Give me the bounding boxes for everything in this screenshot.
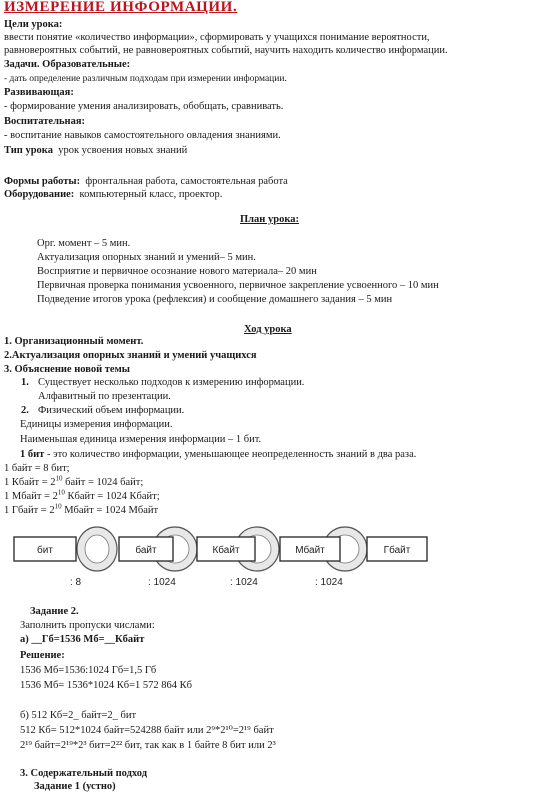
eq-text: 1 Мбайт = 2 [4, 491, 58, 502]
chain-factor-label: : 1024 [315, 577, 343, 588]
plan-item: Первичная проверка понимания усвоенного, первичное закрепление усвоенного – 10 мин [37, 280, 439, 291]
section-3-heading: 3. Содержательный подход [20, 768, 148, 779]
edu-heading: Воспитательная: [4, 116, 86, 127]
solution-label: Решение: [20, 650, 65, 661]
goals-text: ввести понятие «количество информации», сформировать у учащихся понимание вероятности, [4, 32, 430, 43]
work-forms-value: фронтальная работа, самостоятельная работа [85, 176, 288, 187]
goals-text: равновероятных событий, не равновероятных событий, научить находить количество информации. [4, 45, 448, 56]
dev-text: - формирование умения анализировать, обобщать, сравнивать. [4, 101, 284, 112]
sub-number: 2. [21, 405, 29, 416]
eq-power: 10 [55, 474, 63, 483]
task2-part-a: а) __Гб=1536 Мб=__Кбайт [20, 634, 145, 645]
eq-text: Мбайт = 1024 Мбайт [61, 505, 159, 516]
eq-power: 10 [54, 502, 62, 511]
document-title: ИЗМЕРЕНИЕ ИНФОРМАЦИИ. [4, 0, 238, 15]
chain-factor-label: : 8 [70, 577, 82, 588]
course-title: Ход урока [244, 324, 292, 335]
sub-text: Алфавитный по презентации. [38, 391, 171, 402]
task2-part-b: б) 512 Кб=2_ байт=2_ бит [20, 710, 137, 721]
chain-unit-label: байт [135, 545, 157, 556]
bit-term: 1 бит [20, 449, 45, 460]
lesson-type-label: Тип урока [4, 145, 53, 156]
step-3: 3. Объяснение новой темы [4, 364, 130, 375]
plan-item: Орг. момент – 5 мин. [37, 238, 131, 249]
bit-definition [20, 449, 416, 461]
work-forms-label: Формы работы: [4, 176, 81, 187]
solution-line: 1536 Мб=1536:1024 Гб=1,5 Гб [20, 665, 157, 676]
sub-number: 1. [21, 377, 29, 388]
eq-text: байт = 1024 байт; [62, 477, 144, 488]
plan-title: План урока: [240, 214, 299, 225]
lesson-type [4, 145, 187, 157]
plan-item: Актуализация опорных знаний и умений– 5 мин. [37, 252, 256, 263]
chain-link-inner [85, 535, 109, 563]
solution-line: 1536 Мб= 1536*1024 Кб=1 572 864 Кб [20, 680, 192, 691]
units-line: Единицы измерения информации. [20, 419, 173, 430]
plan-item: Восприятие и первичное осознание нового материала– 20 мин [37, 266, 317, 277]
work-forms [4, 176, 288, 188]
equipment [4, 189, 222, 201]
chain-unit-label: Гбайт [383, 545, 411, 556]
unit-equation: 1 байт = 8 бит; [4, 463, 70, 474]
eq-text: 1 Гбайт = 2 [4, 505, 55, 516]
task2-instruction: Заполнить пропуски числами: [20, 620, 155, 631]
plan-item: Подведение итогов урока (рефлексия) и сообщение домашнего задания – 5 мин [37, 294, 393, 305]
min-unit-line: Наименьшая единица измерения информации – 1 бит. [20, 434, 262, 445]
equipment-value: компьютерный класс, проектор. [79, 189, 223, 200]
dev-heading: Развивающая: [4, 87, 74, 98]
tasks-text: - дать определение различным подходам при измерении информации. [4, 74, 287, 84]
edu-text: - воспитание навыков самостоятельного овладения знаниями. [4, 130, 281, 141]
goals-heading: Цели урока: [4, 19, 63, 30]
sub-text: Существует несколько подходов к измерению информации. [38, 377, 305, 388]
chain-factor-label: : 1024 [148, 577, 176, 588]
unit-equation [4, 474, 144, 489]
equipment-label: Оборудование: [4, 189, 75, 200]
bit-def-text: - это количество информации, уменьшающее неопределенность знаний в два раза. [44, 449, 417, 460]
solution-line: 2¹⁹ байт=2¹⁹*2³ бит=2²² бит, так как в 1 байте 8 бит или 2³ [20, 740, 276, 751]
unit-equation [4, 488, 160, 503]
eq-text: Кбайт = 1024 Кбайт; [64, 491, 160, 502]
solution-line: 512 Кб= 512*1024 байт=524288 байт или 2⁹*2¹⁰=2¹⁹ байт [20, 725, 274, 736]
step-1: 1. Организационный момент. [4, 336, 144, 347]
chain-unit-label: Мбайт [295, 545, 325, 556]
chain-unit-label: бит [37, 545, 53, 556]
chain-factors [70, 577, 343, 588]
chain-factor-label: : 1024 [230, 577, 258, 588]
sub-text: Физический объем информации. [38, 405, 185, 416]
chain-unit-label: Кбайт [212, 545, 240, 556]
task1-oral: Задание 1 (устно) [34, 781, 116, 792]
eq-power: 10 [57, 488, 65, 497]
eq-text: 1 Кбайт = 2 [4, 477, 56, 488]
lesson-type-value: урок усвоения новых знаний [58, 145, 188, 156]
step-2: 2.Актуализация опорных знаний и умений учащихся [4, 350, 257, 361]
task2-title: Задание 2. [30, 606, 79, 617]
tasks-heading: Задачи. Образовательные: [4, 59, 131, 70]
unit-conversion-chain [0, 502, 544, 595]
